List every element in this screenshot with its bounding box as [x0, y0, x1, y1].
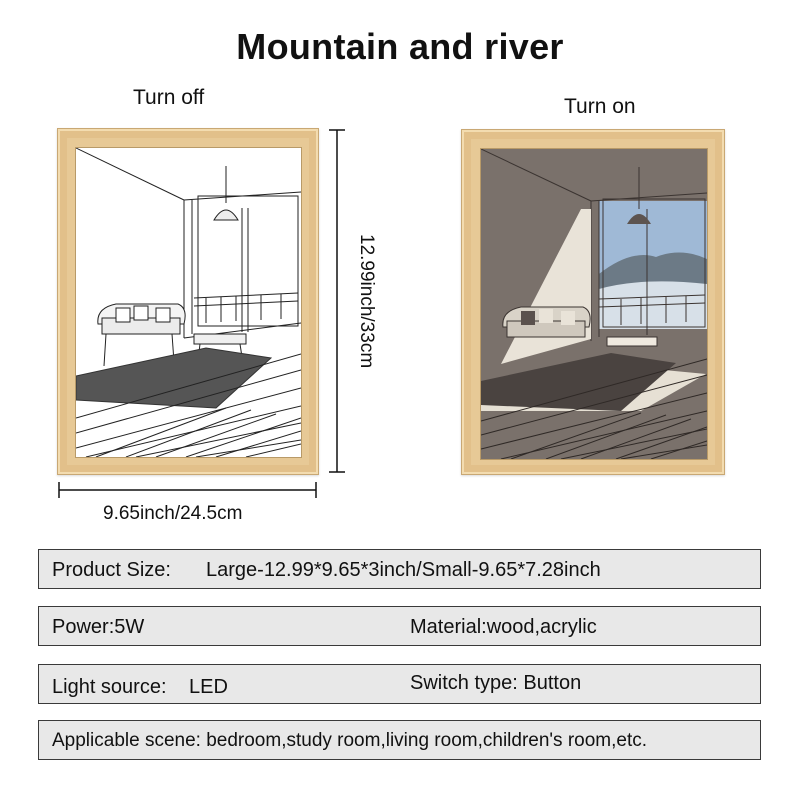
- room-sketch-on: [480, 148, 708, 460]
- light-source-value: LED: [189, 676, 228, 698]
- size-label: Product Size:: [52, 559, 171, 581]
- turn-off-label: Turn off: [133, 86, 205, 109]
- room-sketch-off: [75, 147, 302, 458]
- spec-row-size: [38, 549, 761, 589]
- width-dimension-line: [57, 480, 319, 500]
- power-text: Power:5W: [52, 616, 145, 638]
- frame-off: [57, 128, 319, 475]
- height-dimension-text: 12.99inch/33cm: [356, 234, 377, 369]
- frame-on: [461, 129, 725, 475]
- room-lit-art-on: [481, 149, 707, 459]
- spec-row-light-switch: [38, 664, 761, 704]
- spec-row-power-material: [38, 606, 761, 646]
- switch-type-text: Switch type: Button: [410, 672, 582, 694]
- applicable-scene-text: Applicable scene: bedroom,study room,living room,children's room,etc.: [52, 730, 648, 751]
- light-source-label: Light source:: [52, 676, 167, 698]
- room-line-art-off: [76, 148, 301, 457]
- spec-row-scene: [38, 720, 761, 760]
- width-dimension-text: 9.65inch/24.5cm: [103, 503, 243, 524]
- material-text: Material:wood,acrylic: [410, 616, 597, 638]
- turn-on-label: Turn on: [564, 95, 636, 118]
- size-value: Large-12.99*9.65*3inch/Small-9.65*7.28inch: [206, 559, 601, 581]
- page-title: Mountain and river: [236, 26, 564, 67]
- height-dimension-line: [325, 128, 349, 474]
